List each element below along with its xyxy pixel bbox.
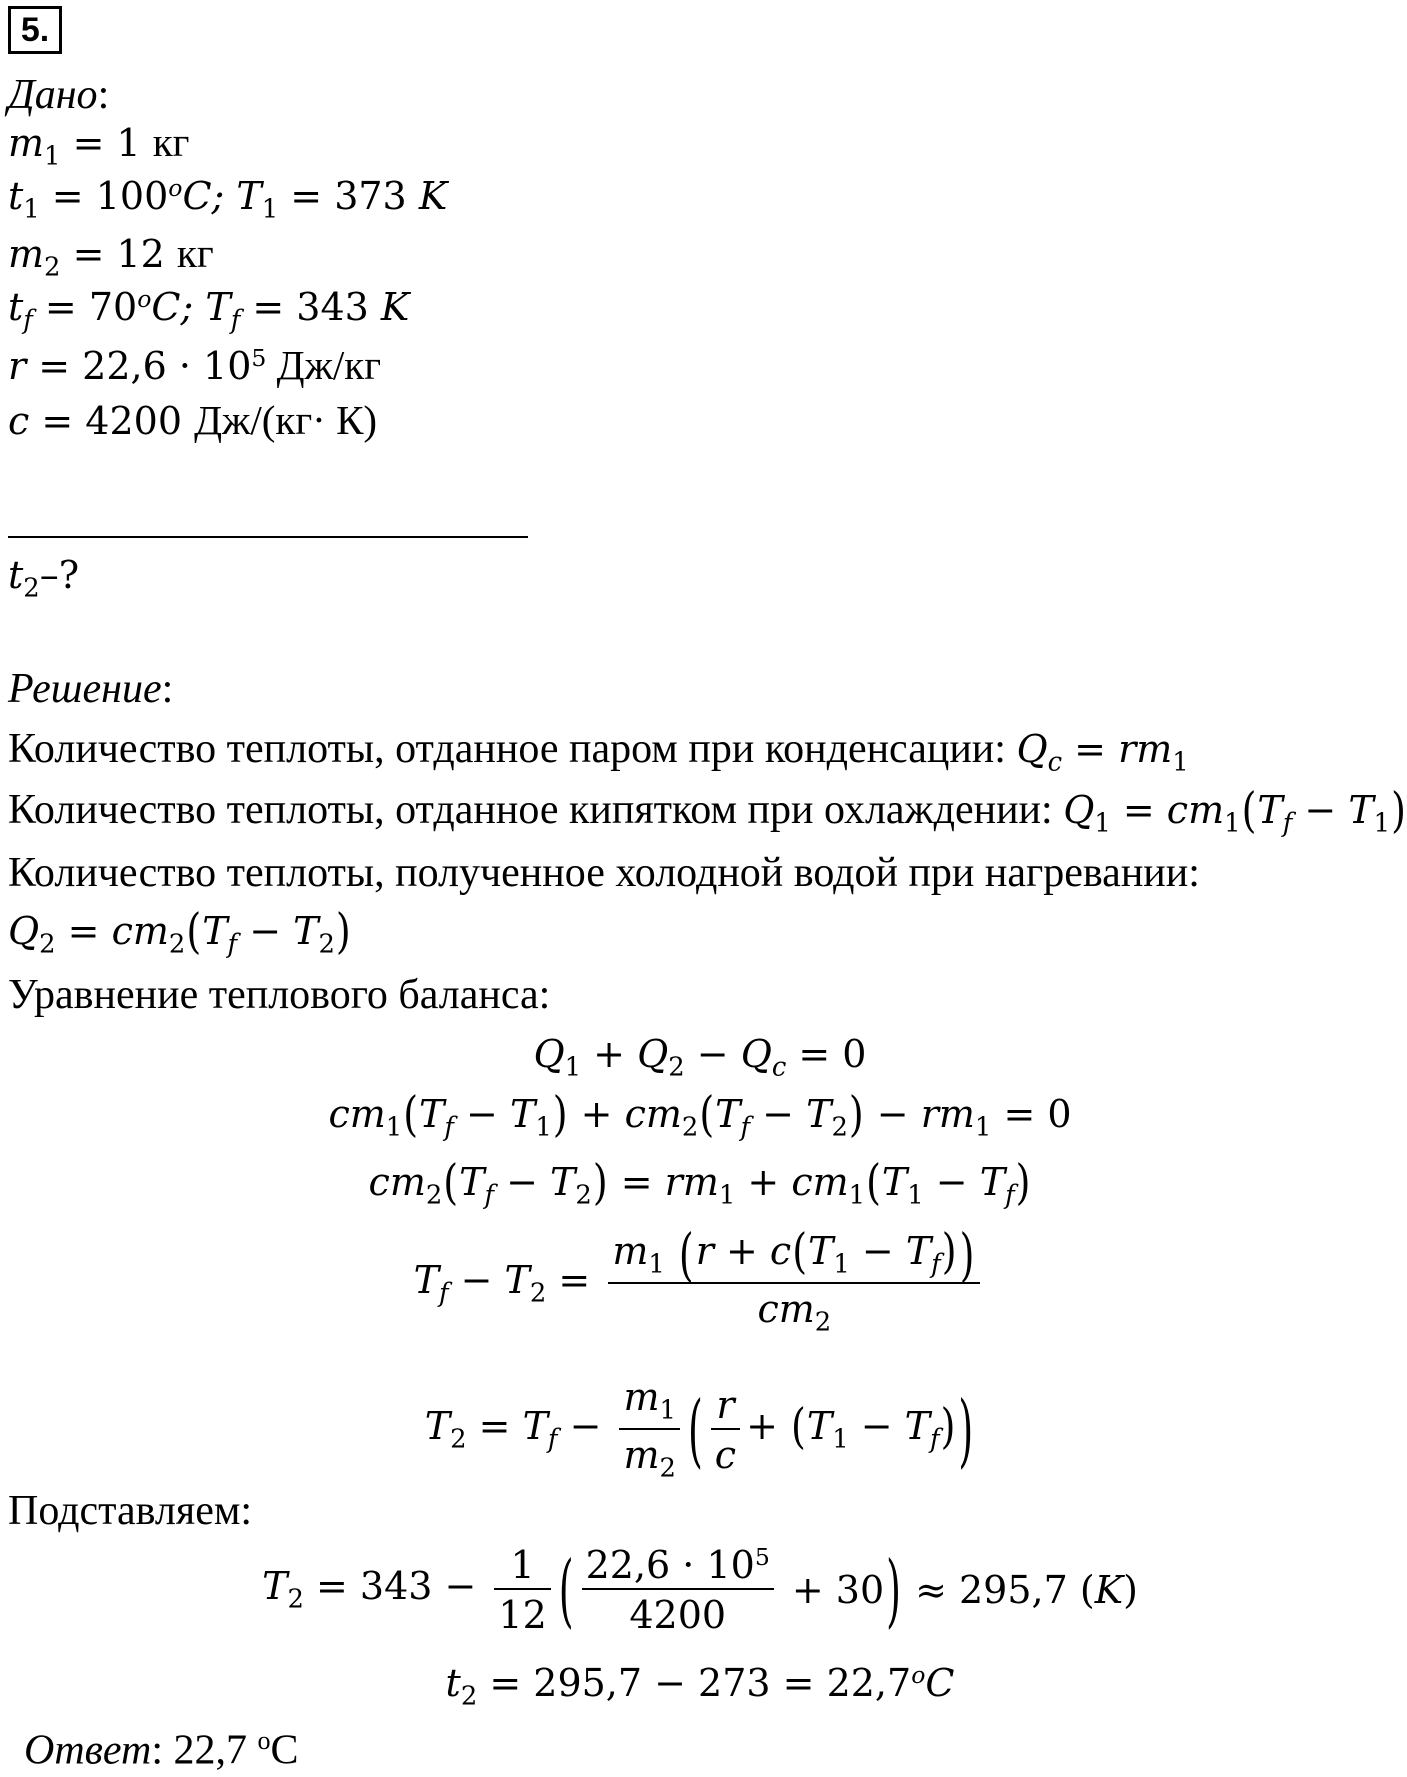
eq-fraction: $T_f - T_2$ = $\frac{m_1 (r + c(T_1 - T_f))}{cm_2}$	[0, 1232, 1400, 1336]
given-divider	[8, 536, 528, 538]
eq-rearranged: $cm_2(T_f - T_2) = rm_1 + cm_1(T_1 - T_f)$	[368, 1154, 1031, 1211]
task-number: 5.	[8, 6, 62, 54]
formula-q2: $Q_2 = cm_2(T_f - T_2)$	[8, 903, 351, 960]
eq-t2-formula: $T_2 = T_f$ − $\frac{m_1}{m_2}$ ( $\frac{r}{c}$ + $(T_1 - T_f)$)	[424, 1375, 974, 1484]
find-t2: $t_2-$?	[8, 553, 80, 604]
given-tf: $t_f = 70^oC$; $T_f = 343$ K	[8, 285, 410, 336]
given-r: $r = 22,6 \cdot 10^5$ Дж/кг	[8, 342, 382, 388]
given-m1: $m_1 = 1$ кг	[8, 119, 190, 172]
balance-label: Уравнение теплового баланса:	[8, 972, 551, 1018]
answer: Ответ: 22,7 $^o$C	[24, 1726, 299, 1774]
solution-line-heating: Количество теплоты, полученное холодной водой при нагревании:	[8, 850, 1200, 896]
solution-label: Решение:	[8, 666, 174, 712]
solution-line-cooling: Количество теплоты, отданное кипятком при охлаждении: $Q_1 = cm_1(T_f - T_1)$	[8, 782, 1406, 839]
solution-line-condensation: Количество теплоты, отданное паром при конденсации: $Q_c = rm_1$	[8, 726, 1189, 778]
eq-expanded: $cm_1(T_f - T_1) + cm_2(T_f - T_2) - rm_1 = 0$	[328, 1086, 1072, 1143]
eq-t2-celsius: $t_2 = 295,7 - 273 = 22,7^oC$	[445, 1661, 955, 1712]
substitute-label: Подставляем:	[8, 1488, 253, 1534]
eq-balance: $Q_1 + Q_2 - Q_c = 0$	[533, 1032, 867, 1083]
given-t1: $t_1 = 100^oC$; $T_1 = 373$ K	[8, 174, 448, 225]
given-m2: $m_2 = 12$ кг	[8, 230, 214, 283]
given-c: c = 4200 Дж/(кг· К)	[8, 397, 378, 443]
given-label: Дано:	[8, 72, 110, 118]
eq-substitution: $T_2 = 343$ − $\frac{1}{12}$ ( $\frac{22,6 \cdot 10^5}{4200}$ + 30) ≈ 295,7 (K)	[262, 1543, 1138, 1637]
